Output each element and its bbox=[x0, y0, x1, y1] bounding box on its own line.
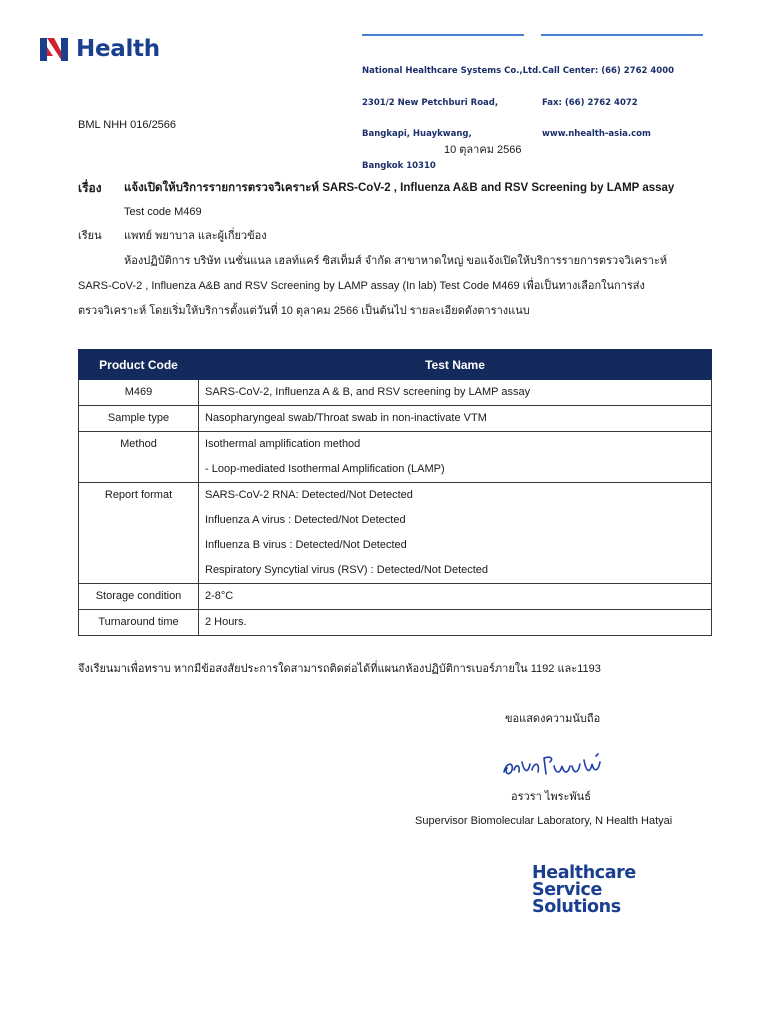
table-header-row bbox=[79, 350, 712, 380]
table-row bbox=[79, 432, 712, 483]
row-value-line: Influenza B virus : Detected/Not Detected bbox=[205, 539, 407, 551]
brand-line: Solutions bbox=[532, 897, 621, 917]
column-header-product-code: Product Code bbox=[79, 350, 199, 380]
row-label-cell bbox=[79, 483, 199, 584]
company-name: National Healthcare Systems Co.,Ltd. bbox=[362, 66, 542, 76]
row-value-line: Isothermal amplification method bbox=[205, 438, 361, 450]
reference-number: BML NHH 016/2566 bbox=[78, 119, 177, 131]
row-value-line: Influenza A virus : Detected/Not Detected bbox=[205, 514, 406, 526]
body-paragraph-line: SARS-CoV-2 , Influenza A&B and RSV Screening by LAMP assay (In lab) Test Code M469 เพื่อเป็นทางเลือกในการส่ง bbox=[78, 280, 645, 292]
brand-line: Service bbox=[532, 880, 602, 900]
row-value-line: - Loop-mediated Isothermal Amplification (LAMP) bbox=[205, 463, 445, 475]
row-label-cell bbox=[79, 380, 199, 406]
test-spec-table bbox=[78, 349, 712, 636]
row-value-line: 2 Hours. bbox=[205, 616, 247, 628]
header-rule-right bbox=[541, 34, 703, 36]
table-row bbox=[79, 610, 712, 636]
row-label: Storage condition bbox=[95, 590, 182, 602]
recipient-label: เรียน bbox=[78, 230, 102, 242]
n-logo-icon bbox=[38, 34, 70, 64]
regards: ขอแสดงความนับถือ bbox=[505, 713, 601, 725]
header-rule-left bbox=[362, 34, 524, 36]
subject-test-code: Test code M469 bbox=[124, 206, 202, 218]
healthcare-service-solutions-logo bbox=[532, 865, 636, 916]
nhealth-logo bbox=[38, 34, 160, 64]
company-address bbox=[362, 45, 541, 182]
row-label: M469 bbox=[124, 386, 153, 398]
table-row bbox=[79, 380, 712, 406]
company-contact bbox=[542, 45, 674, 150]
row-value-cell bbox=[199, 380, 712, 406]
address-line: Bangkapi, Huaykwang, bbox=[362, 129, 472, 139]
row-value-line: Nasopharyngeal swab/Throat swab in non-inactivate VTM bbox=[205, 412, 487, 424]
row-label: Turnaround time bbox=[98, 616, 179, 628]
column-header-test-name: Test Name bbox=[199, 350, 712, 380]
row-label: Method bbox=[120, 438, 157, 450]
row-label-cell bbox=[79, 406, 199, 432]
body-paragraph-line: ตรวจวิเคราะห์ โดยเริ่มให้บริการตั้งแต่วันที่ 10 ตุลาคม 2566 เป็นต้นไป รายละเอียดดังตารางแนบ bbox=[78, 305, 530, 317]
signatory-name: อรวรา ไพระพันธ์ bbox=[511, 791, 591, 803]
row-label-cell bbox=[79, 432, 199, 483]
body-paragraph-line: ห้องปฏิบัติการ บริษัท เนชั่นแนล เฮลท์แคร์ ซิสเท็มส์ จำกัด สาขาหาดใหญ่ ขอแจ้งเปิดให้บริการรายการตรวจวิเคราะห์ bbox=[124, 255, 668, 267]
website: www.nhealth-asia.com bbox=[542, 129, 651, 139]
logo-text: Health bbox=[76, 36, 160, 62]
row-label: Report format bbox=[104, 489, 173, 501]
fax: Fax: (66) 2762 4072 bbox=[542, 97, 638, 108]
table-row bbox=[79, 483, 712, 584]
table-row bbox=[79, 406, 712, 432]
row-label-cell bbox=[79, 584, 199, 610]
row-value-cell bbox=[199, 584, 712, 610]
row-value-cell bbox=[199, 432, 712, 483]
row-value-line: 2-8°C bbox=[205, 590, 234, 602]
row-value-cell bbox=[199, 483, 712, 584]
contact-note: จึงเรียนมาเพื่อทราบ หากมีข้อสงสัยประการใดสามารถติดต่อได้ที่แผนกห้องปฏิบัติการเบอร์ภายใน 1192 และ1193 bbox=[78, 663, 601, 675]
signatory-title: Supervisor Biomolecular Laboratory, N Health Hatyai bbox=[415, 815, 673, 827]
signature bbox=[500, 750, 610, 780]
address-line: 2301/2 New Petchburi Road, bbox=[362, 97, 499, 108]
letter-date: 10 ตุลาคม 2566 bbox=[444, 144, 522, 156]
row-value-cell bbox=[199, 610, 712, 636]
row-value-cell bbox=[199, 406, 712, 432]
row-value-line: SARS-CoV-2 RNA: Detected/Not Detected bbox=[205, 489, 413, 501]
row-value-line: Respiratory Syncytial virus (RSV) : Detected/Not Detected bbox=[205, 564, 489, 576]
brand-line: Healthcare bbox=[532, 863, 636, 883]
recipient: แพทย์ พยาบาล และผู้เกี่ยวข้อง bbox=[124, 230, 267, 242]
call-center: Call Center: (66) 2762 4000 bbox=[542, 66, 675, 76]
address-line: Bangkok 10310 bbox=[362, 160, 436, 171]
row-value-line: SARS-CoV-2, Influenza A & B, and RSV screening by LAMP assay bbox=[205, 386, 531, 398]
row-label: Sample type bbox=[107, 412, 170, 424]
table-row bbox=[79, 584, 712, 610]
subject-label: เรื่อง bbox=[78, 181, 102, 195]
row-label-cell bbox=[79, 610, 199, 636]
subject-line: แจ้งเปิดให้บริการรายการตรวจวิเคราะห์ SARS-CoV-2 , Influenza A&B and RSV Screening by LAMP assay bbox=[124, 182, 675, 194]
